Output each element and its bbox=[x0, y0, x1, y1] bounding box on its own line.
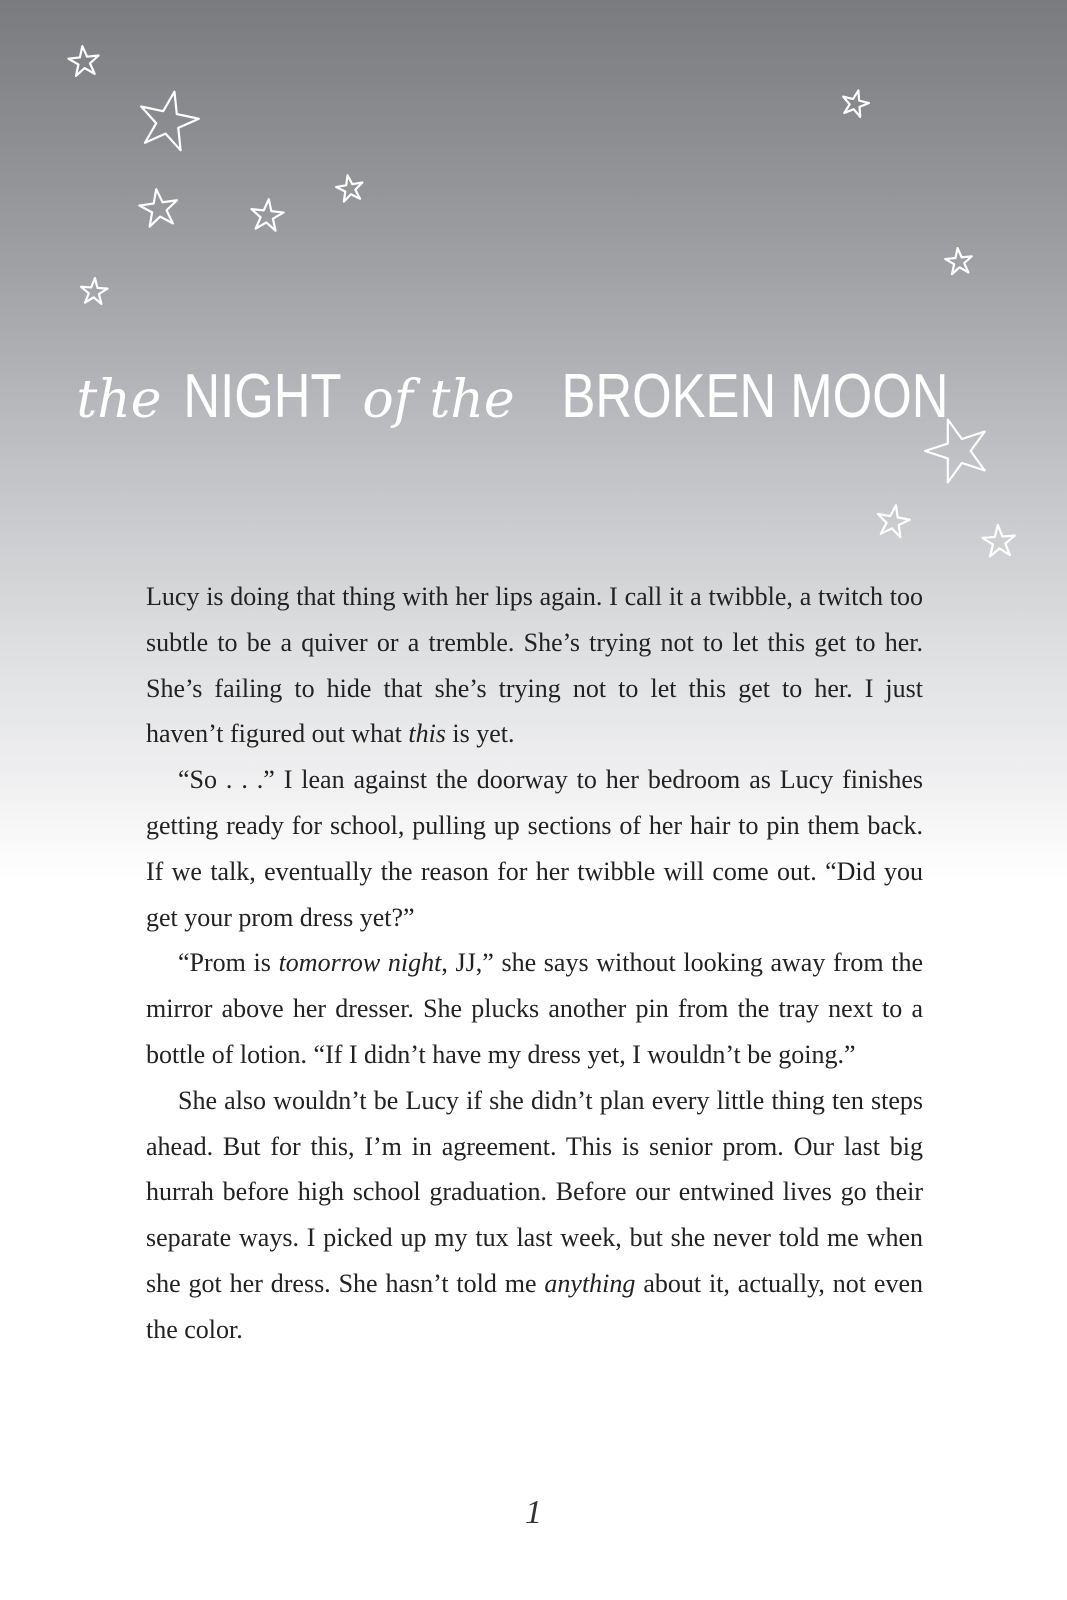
emphasis-tomorrow-night: tomorrow night bbox=[278, 948, 442, 978]
chapter-title-of-the: of the bbox=[362, 370, 515, 430]
paragraph-4: She also wouldn’t be Lucy if she didn’t plan every little thing ten steps ahead. But for this, I’m in agreement. This is senior prom. Our last big hurrah before high school graduation. Before our entwined lives go their separate ways. I picked up my tux last week, but she never told me when she got her dress. She hasn’t told me anything about it, actually, not even the color. bbox=[146, 1085, 923, 1344]
star-icon bbox=[839, 87, 871, 118]
star-icon bbox=[67, 44, 100, 76]
star-icon bbox=[137, 187, 180, 228]
star-icon bbox=[875, 502, 912, 538]
chapter-title-night: NIGHT bbox=[182, 362, 342, 431]
chapter-title bbox=[0, 352, 1067, 458]
star-icon bbox=[334, 173, 365, 203]
page-number: 1 bbox=[525, 1494, 542, 1531]
star-icon bbox=[982, 524, 1016, 557]
paragraph-2: “So . . .” I lean against the doorway to her bedroom as Lucy finishes getting ready for school, pulling up sections of her hair to pin them back. If we talk, eventually the reason for her twibble will come out. “Did you get your prom dress yet?” bbox=[146, 765, 923, 932]
chapter-body bbox=[146, 574, 923, 1353]
star-icon bbox=[249, 197, 284, 231]
paragraph-1: Lucy is doing that thing with her lips again. I call it a twibble, a twitch too subtle to be a quiver or a tremble. She’s trying not to let this get to her. She’s failing to hide that she’s trying not to let this get to her. I just haven’t figured out what this is yet. bbox=[146, 582, 923, 749]
emphasis-anything: anything bbox=[544, 1268, 636, 1298]
chapter-title-the: the bbox=[76, 370, 162, 430]
paragraph-3: “Prom is tomorrow night, JJ,” she says without looking away from the mirror above her dresser. She plucks another pin from the tray next to a bottle of lotion. “If I didn’t have my dress yet, I wouldn’t be going.” bbox=[146, 948, 924, 1069]
emphasis-this: this bbox=[408, 719, 446, 749]
chapter-title-broken-moon: BROKEN MOON bbox=[561, 362, 949, 431]
star-icon bbox=[134, 86, 203, 153]
star-icon bbox=[80, 277, 108, 304]
star-icon bbox=[944, 247, 973, 275]
star-decorations bbox=[0, 0, 1067, 600]
